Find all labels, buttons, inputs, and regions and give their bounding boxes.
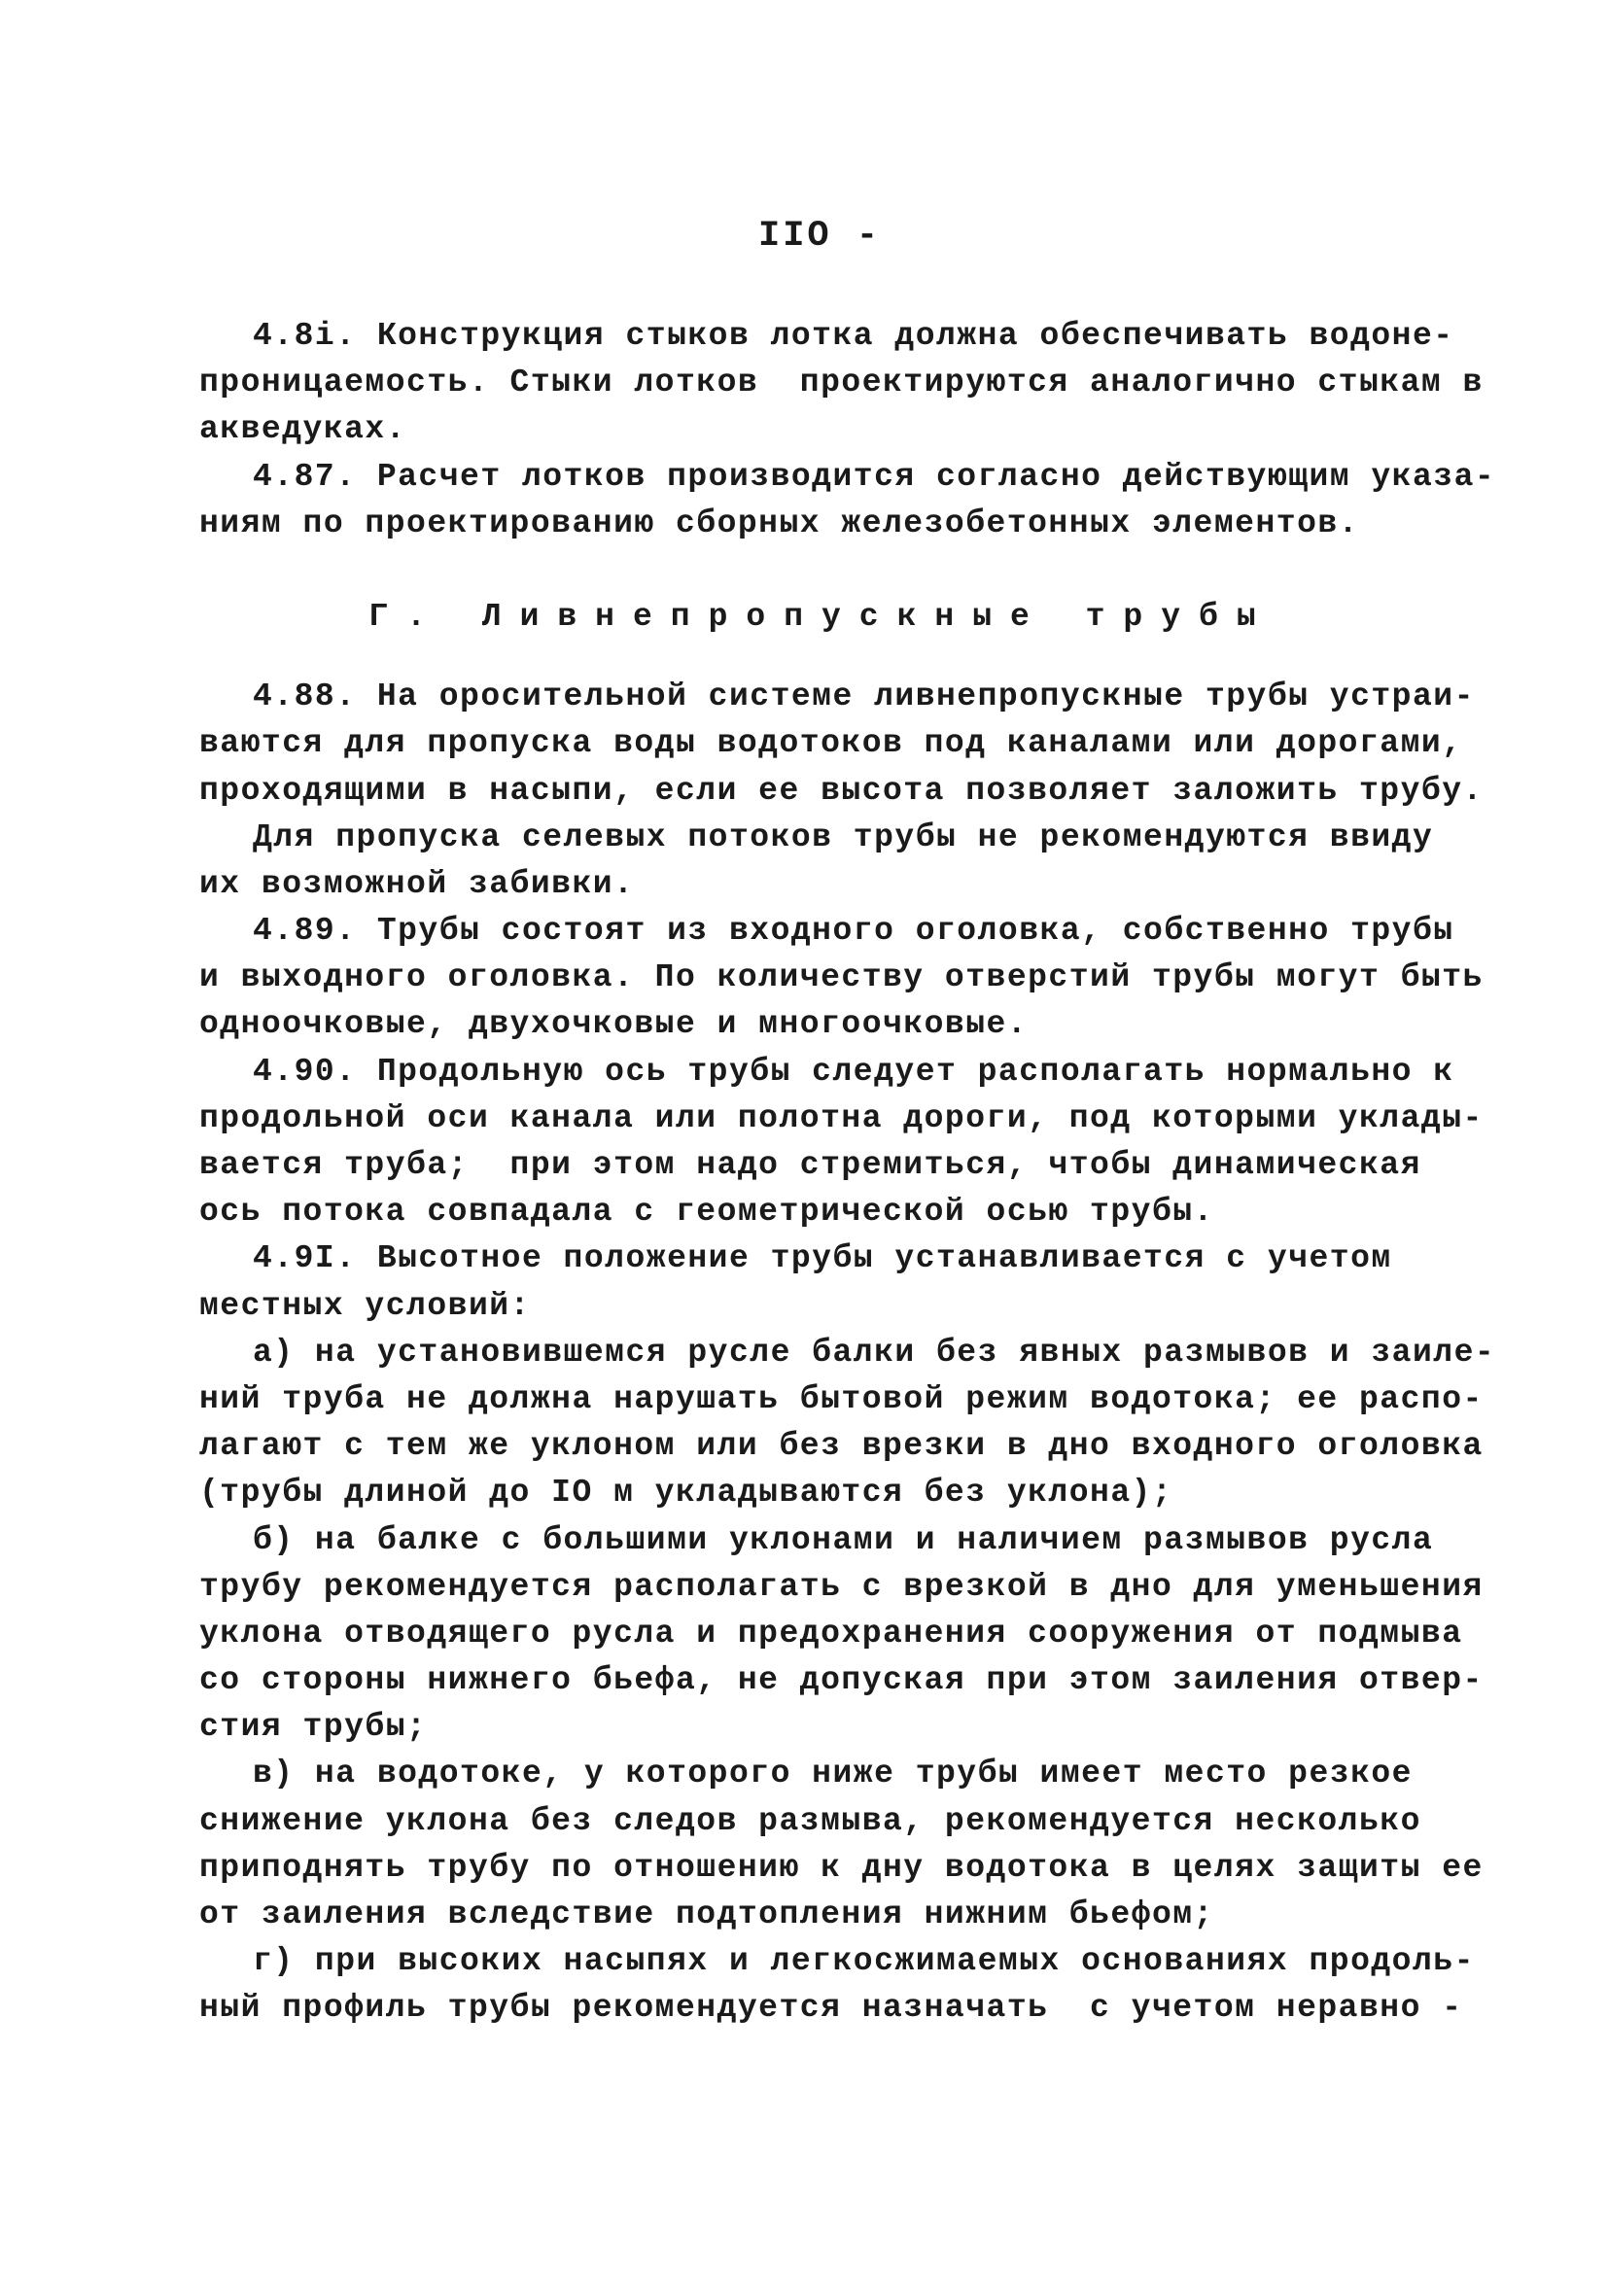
- text-line: снижение уклона без следов размыва, рекомендуется несколько: [199, 1802, 1421, 1839]
- text-line: стия трубы;: [199, 1709, 428, 1746]
- text-line: местных условий:: [199, 1287, 531, 1324]
- text-line: 4.9I. Высотное положение трубы устанавливается с учетом: [253, 1240, 1392, 1277]
- section-heading: Г. Ливнепропускные трубы: [368, 598, 1275, 635]
- text-line: г) при высоких насыпях и легкосжимаемых основаниях продоль-: [253, 1943, 1475, 1980]
- text-line: 4.87. Расчет лотков производится согласно действующим указа-: [253, 458, 1496, 495]
- text-line: проходящими в насыпи, если ее высота позволяет заложить трубу.: [199, 772, 1484, 809]
- text-line: акведуках.: [199, 411, 407, 448]
- text-line: 4.89. Трубы состоят из входного оголовка, собственно трубы: [253, 913, 1454, 950]
- text-line: уклона отводящего русла и предохранения сооружения от подмыва: [199, 1615, 1463, 1652]
- section-v-text: [199, 313, 1496, 547]
- text-line: б) на балке с большими уклонами и наличием размывов русла: [253, 1521, 1434, 1558]
- text-line: проницаемость. Стыки лотков проектируются аналогично стыкам в: [199, 365, 1484, 401]
- text-line: одноочковые, двухочковые и многоочковые.: [199, 1006, 1029, 1043]
- text-line: (трубы длиной до IO м укладываются без уклона);: [199, 1475, 1173, 1512]
- text-line: приподнять трубу по отношению к дну водотока в целях защиты ее: [199, 1849, 1484, 1886]
- text-line: лагают с тем же уклоном или без врезки в дно входного оголовка: [199, 1428, 1484, 1465]
- text-line: ваются для пропуска воды водотоков под каналами или дорогами,: [199, 725, 1463, 762]
- text-line: а) на установившемся русле балки без явных размывов и заиле-: [253, 1334, 1496, 1371]
- text-line: от заиления вследствие подтопления нижним бьефом;: [199, 1896, 1214, 1932]
- text-line: ось потока совпадала с геометрической осью трубы.: [199, 1194, 1214, 1231]
- text-line: в) на водотоке, у которого ниже трубы имеет место резкое: [253, 1756, 1413, 1792]
- text-line: их возможной забивки.: [199, 865, 635, 902]
- body-text: [199, 313, 1496, 2033]
- section-g-text: [199, 674, 1496, 2032]
- page-number: IIO -: [758, 216, 882, 257]
- text-line: вается труба; при этом надо стремиться, чтобы динамическая: [199, 1147, 1421, 1183]
- text-line: ный профиль трубы рекомендуется назначать с учетом неравно -: [199, 1990, 1463, 2027]
- text-line: со стороны нижнего бьефа, не допуская при этом заиления отвер-: [199, 1662, 1484, 1699]
- text-line: Для пропуска селевых потоков трубы не рекомендуются ввиду: [253, 818, 1434, 855]
- text-line: ниям по проектированию сборных железобетонных элементов.: [199, 504, 1359, 541]
- text-line: продольной оси канала или полотна дороги, под которыми уклады-: [199, 1099, 1484, 1136]
- text-line: 4.90. Продольную ось трубы следует располагать нормально к: [253, 1053, 1454, 1090]
- text-line: и выходного оголовка. По количеству отверстий трубы могут быть: [199, 959, 1484, 996]
- text-line: ний труба не должна нарушать бытовой режим водотока; ее распо-: [199, 1380, 1484, 1417]
- text-line: 4.88. На оросительной системе ливнепропускные трубы устраи-: [253, 678, 1475, 715]
- text-line: трубу рекомендуется располагать с врезкой в дно для уменьшения: [199, 1568, 1484, 1605]
- text-line: 4.8і. Конструкция стыков лотка должна обеспечивать водоне-: [253, 318, 1454, 354]
